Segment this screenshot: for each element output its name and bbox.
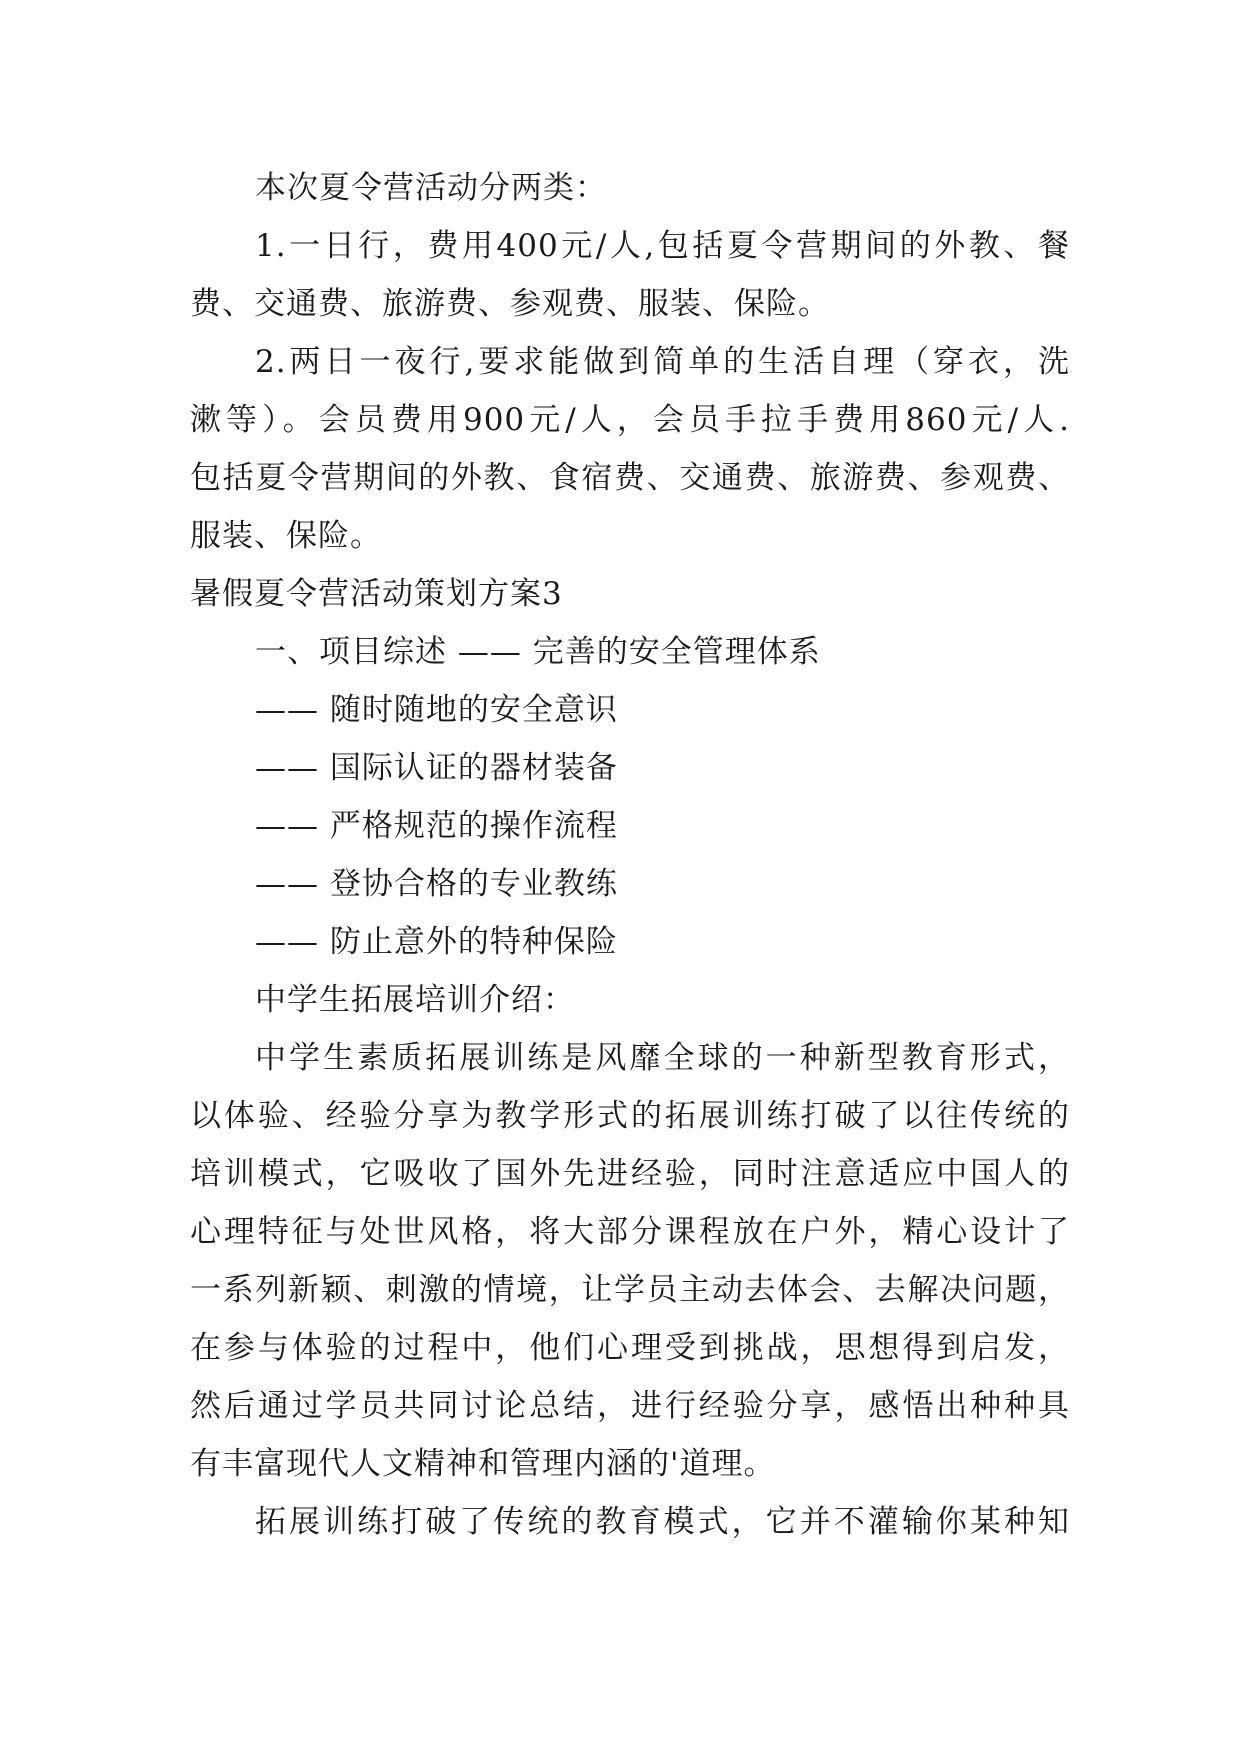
list-item: 一、项目综述 —— 完善的安全管理体系 xyxy=(255,634,821,670)
paragraph-line: 中学生拓展培训介绍： xyxy=(255,982,575,1018)
paragraph-line: 服装、保险。 xyxy=(190,518,382,554)
paragraph-line: 一系列新颖、刺激的情境，让学员主动去体会、去解决问题， xyxy=(190,1272,1070,1308)
list-item: —— 防止意外的特种保险 xyxy=(255,924,618,960)
paragraph-line: 漱等）。会员费用900元/人，会员手拉手费用860元/人. xyxy=(190,402,1070,438)
list-item: —— 随时随地的安全意识 xyxy=(255,692,618,728)
paragraph-line: 培训模式，它吸收了国外先进经验，同时注意适应中国人的 xyxy=(190,1156,1070,1192)
paragraph-line: 心理特征与处世风格，将大部分课程放在户外，精心设计了 xyxy=(190,1214,1070,1250)
paragraph-line: 以体验、经验分享为教学形式的拓展训练打破了以往传统的 xyxy=(190,1098,1070,1134)
list-item: —— 严格规范的操作流程 xyxy=(255,808,618,844)
paragraph-line: 拓展训练打破了传统的教育模式，它并不灌输你某种知 xyxy=(255,1504,1070,1540)
paragraph-line: 包括夏令营期间的外教、食宿费、交通费、旅游费、参观费、 xyxy=(190,460,1070,496)
paragraph-line: 本次夏令营活动分两类： xyxy=(255,170,607,206)
paragraph-line: 中学生素质拓展训练是风靡全球的一种新型教育形式， xyxy=(255,1040,1070,1076)
section-heading: 暑假夏令营活动策划方案3 xyxy=(190,576,563,612)
paragraph-line: 1.一日行，费用400元/人,包括夏令营期间的外教、餐 xyxy=(255,228,1070,264)
paragraph-line: 2.两日一夜行,要求能做到简单的生活自理（穿衣，洗 xyxy=(255,344,1070,380)
paragraph-line: 在参与体验的过程中，他们心理受到挑战，思想得到启发， xyxy=(190,1330,1070,1366)
list-item: —— 国际认证的器材装备 xyxy=(255,750,618,786)
list-item: —— 登协合格的专业教练 xyxy=(255,866,618,902)
paragraph-line: 费、交通费、旅游费、参观费、服装、保险。 xyxy=(190,286,830,322)
paragraph-line: 然后通过学员共同讨论总结，进行经验分享，感悟出种种具 xyxy=(190,1388,1070,1424)
paragraph-line: 有丰富现代人文精神和管理内涵的'道理。 xyxy=(190,1446,776,1482)
